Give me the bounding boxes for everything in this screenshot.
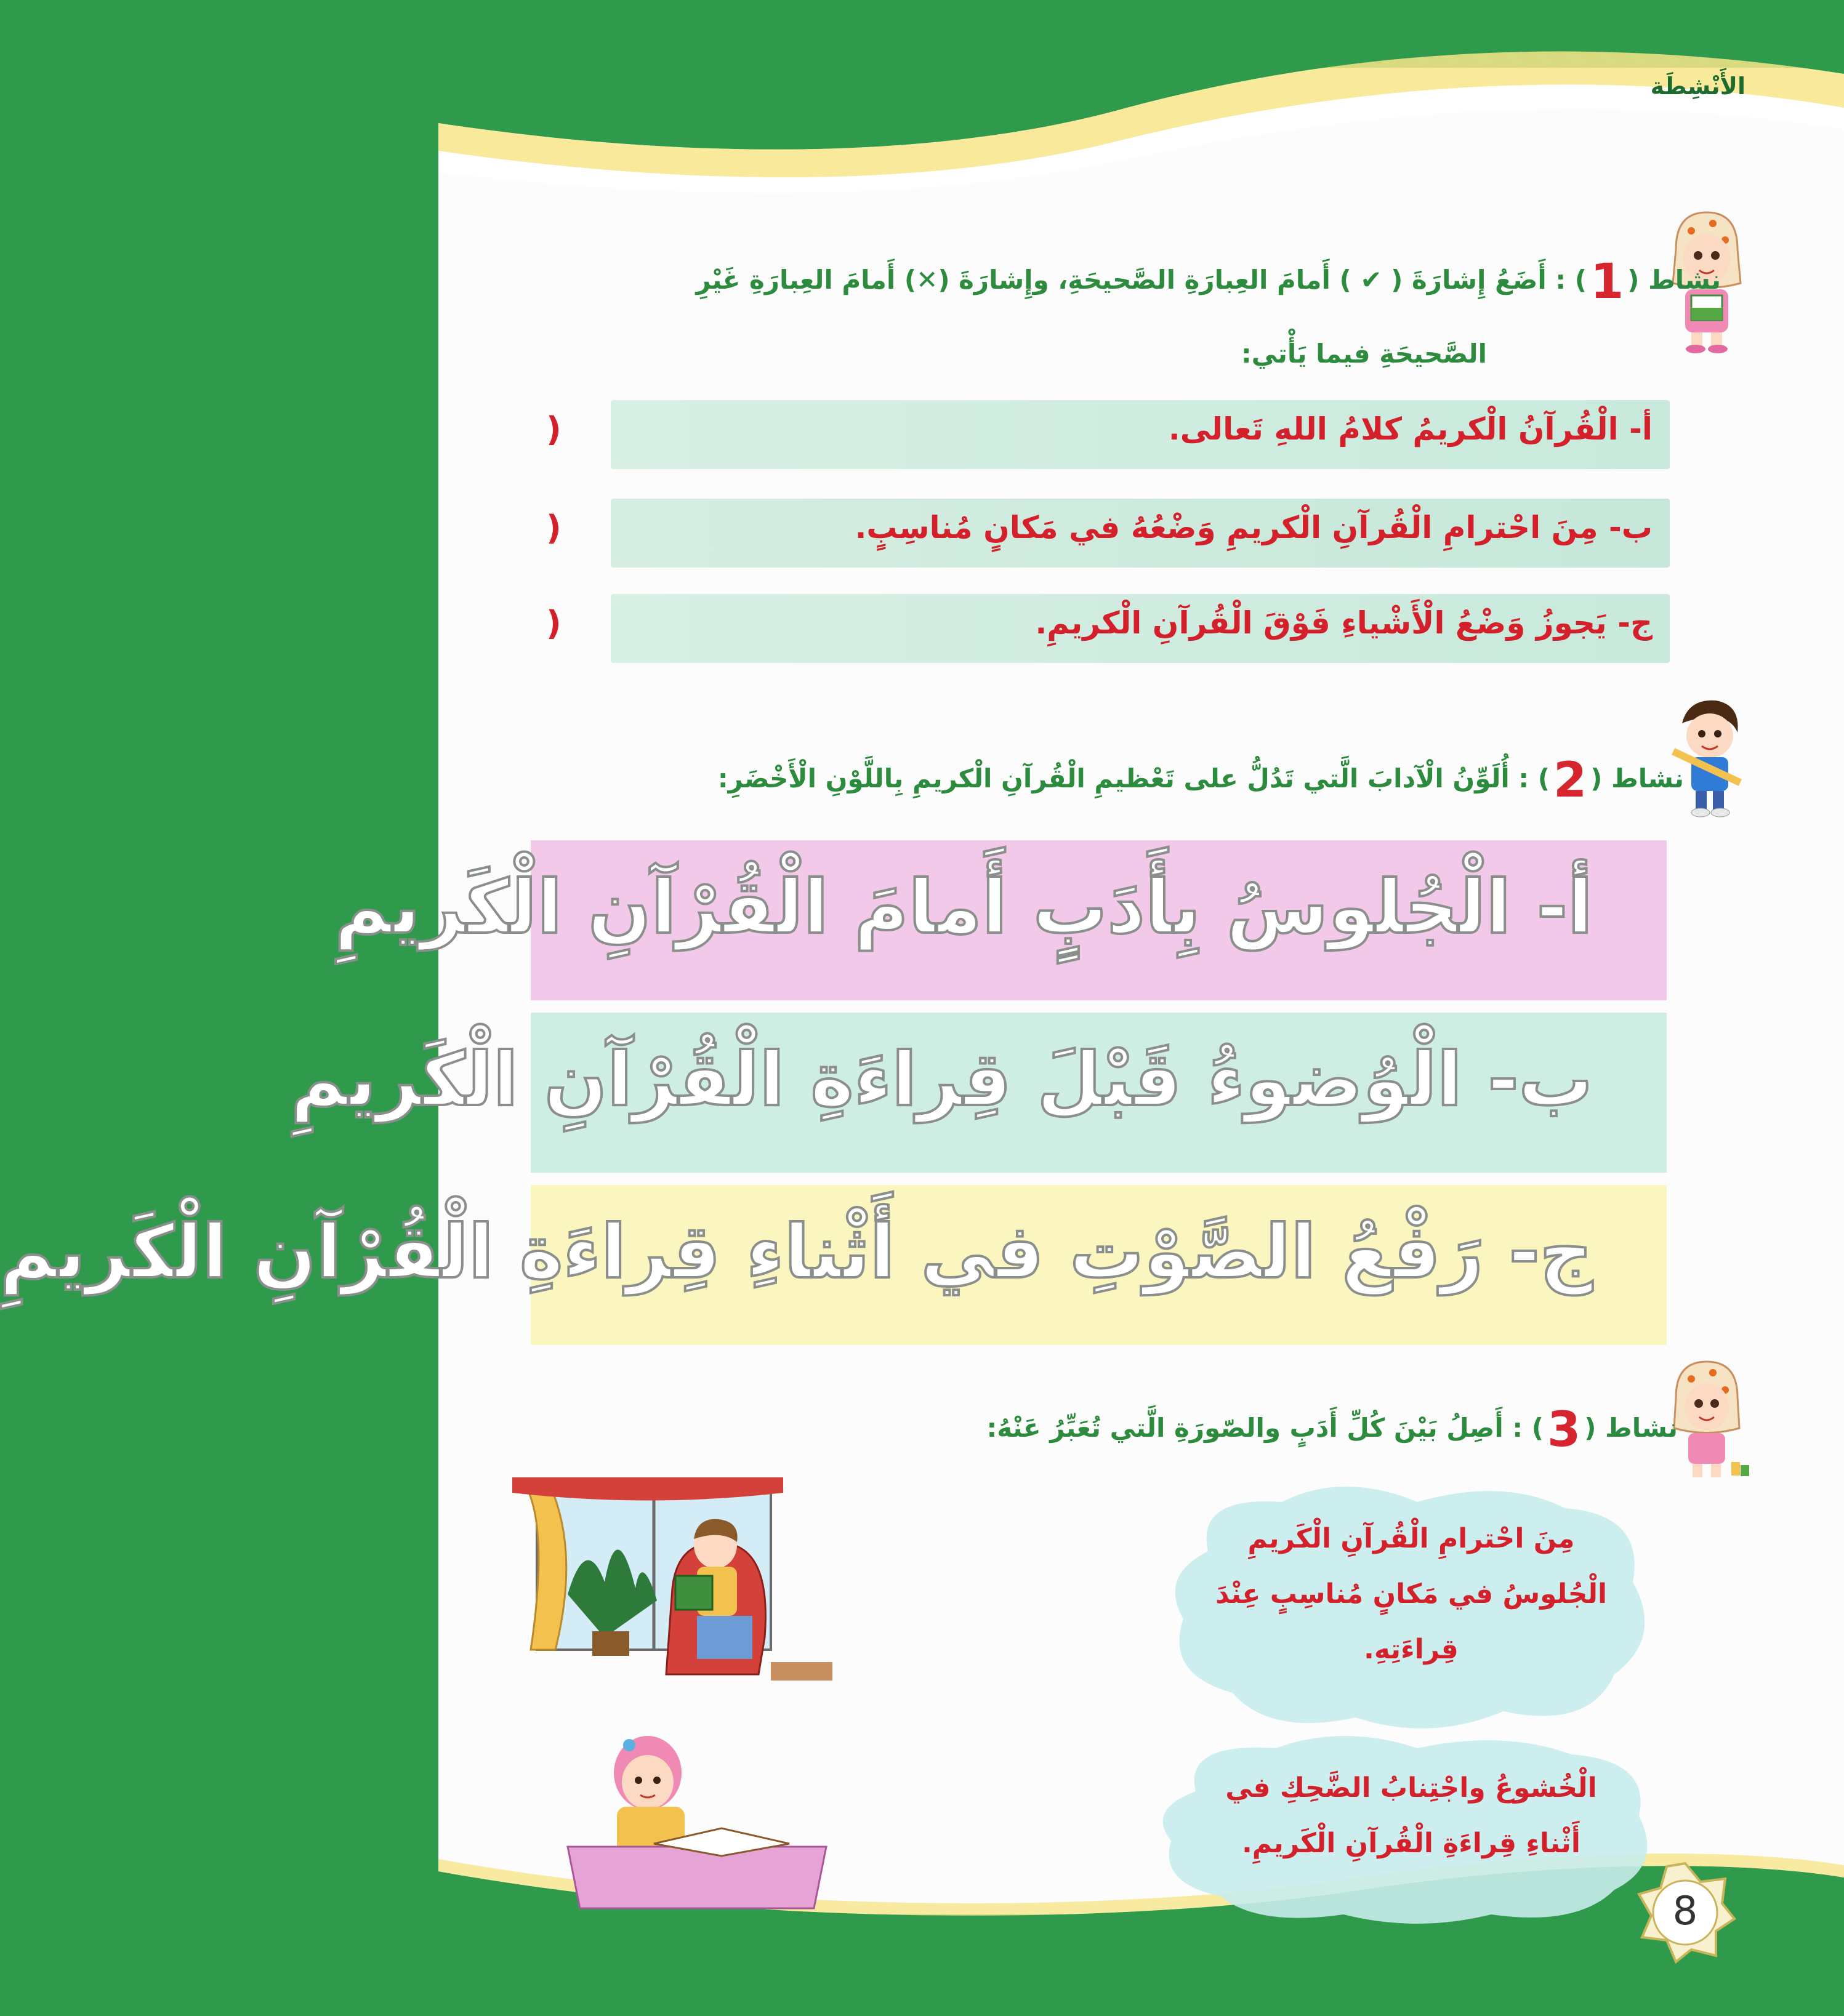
activity2-open-paren: (: [1590, 763, 1603, 793]
activity3-number: 3: [1547, 1402, 1581, 1458]
activity2-item-c-band[interactable]: [0, 1185, 1667, 1345]
activity2-item-b-text: ب- الْوُضوءُ قَبْلَ قِراءَةِ الْقُرْآنِ الْكَريمِ: [291, 1037, 1593, 1123]
activity1-item-a-text: أ- الْقُرآنُ الْكريمُ كلامُ اللهِ تَعالى.: [1168, 411, 1653, 447]
activity3-cloud1-line1: مِنَ احْترامِ الْقُرآنِ الْكَريمِ: [1247, 1523, 1575, 1554]
activity3-cloud2-text[interactable]: [1202, 1761, 1621, 1871]
activity1-instruction-line2: الصَّحيحَةِ فيما يَأْتي:: [1241, 339, 1487, 369]
activity3-title: [631, 1402, 1678, 1458]
girl-reading-at-table-picture[interactable]: [562, 1730, 839, 1914]
boy-reading-quran-picture[interactable]: [512, 1477, 845, 1693]
activity1-item-a-answer-box[interactable]: (: [546, 410, 562, 449]
activity1-item-c: [546, 594, 1670, 663]
activity2-title: [514, 752, 1684, 808]
activity3-instruction: : أَصِلُ بَيْنَ كُلِّ أَدَبٍ والصّورَةِ الَّتي تُعَبِّرُ عَنْهُ:: [986, 1413, 1523, 1443]
activity3-close-paren: ): [1531, 1413, 1544, 1443]
activity2-label: نشاط: [1611, 763, 1684, 793]
page-header-label: الأَنْشِطَة: [1650, 73, 1745, 100]
activity1-open-paren: (: [1627, 265, 1640, 295]
activity3-cloud1-text[interactable]: [1214, 1511, 1608, 1677]
activity1-close-paren: ): [1574, 265, 1587, 295]
activity1-item-a: [546, 400, 1670, 469]
activity2-number: 2: [1553, 752, 1587, 808]
activity2-instruction: : أُلَوِّنُ الْآدابَ الَّتي تَدُلُّ على تَعْظيمِ الْقُرآنِ الْكريمِ بِاللَّوْنِ الْأَخْضَرِ:: [717, 763, 1529, 793]
top-wave-decoration: [438, 0, 1844, 203]
activity1-item-c-answer-box[interactable]: (: [546, 604, 562, 643]
activity1-item-b-answer-box[interactable]: (: [546, 508, 562, 547]
page-number-badge: [1633, 1860, 1737, 1965]
activity1-title: [526, 254, 1721, 310]
activity2-item-c-text: ج- رَفْعُ الصَّوْتِ في أَثْناءِ قِراءَةِ الْقُرْآنِ الْكَريمِ: [0, 1210, 1593, 1295]
activity3-cloud1-line2: الْجُلوسُ في مَكانٍ مُناسِبٍ عِنْدَ: [1215, 1578, 1608, 1610]
activity1-item-b: [546, 499, 1670, 568]
activity1-instruction: : أَضَعُ إِشارَةَ ( ✔ ) أَمامَ العِبارَةِ الصَّحيحَةِ، وإِشارَةَ (✕) أَمامَ العِبارَةِ غَيْرِ: [696, 265, 1566, 295]
activity1-item-b-text: ب- مِنَ احْترامِ الْقُرآنِ الْكريمِ وَضْعُهُ في مَكانٍ مُناسِبٍ.: [855, 510, 1653, 545]
activity1-number: 1: [1590, 254, 1624, 310]
activity3-cloud1-line3: قِراءَتِهِ.: [1364, 1634, 1459, 1665]
activity3-cloud2-line1: الْخُشوعُ واجْتِنابُ الضَّحِكِ في: [1225, 1772, 1597, 1804]
activity1-label: نشاط: [1648, 265, 1721, 295]
activity3-open-paren: (: [1584, 1413, 1596, 1443]
page-number: 8: [1672, 1889, 1698, 1934]
activity1-item-c-text: ج- يَجوزُ وَضْعُ الْأَشْياءِ فَوْقَ الْقُرآنِ الْكريمِ.: [1035, 605, 1653, 641]
activity3-label: نشاط: [1605, 1413, 1678, 1443]
activity2-item-a-text: أ- الْجُلوسُ بِأَدَبٍ أَمامَ الْقُرْآنِ الْكَريمِ: [334, 865, 1593, 950]
activity2-item-a-band[interactable]: [334, 840, 1667, 1000]
activity2-item-b-band[interactable]: [291, 1013, 1667, 1173]
activity2-close-paren: ): [1537, 763, 1550, 793]
activity3-cloud2-line2: أَثْناءِ قِراءَةِ الْقُرآنِ الْكَريمِ.: [1242, 1828, 1580, 1859]
